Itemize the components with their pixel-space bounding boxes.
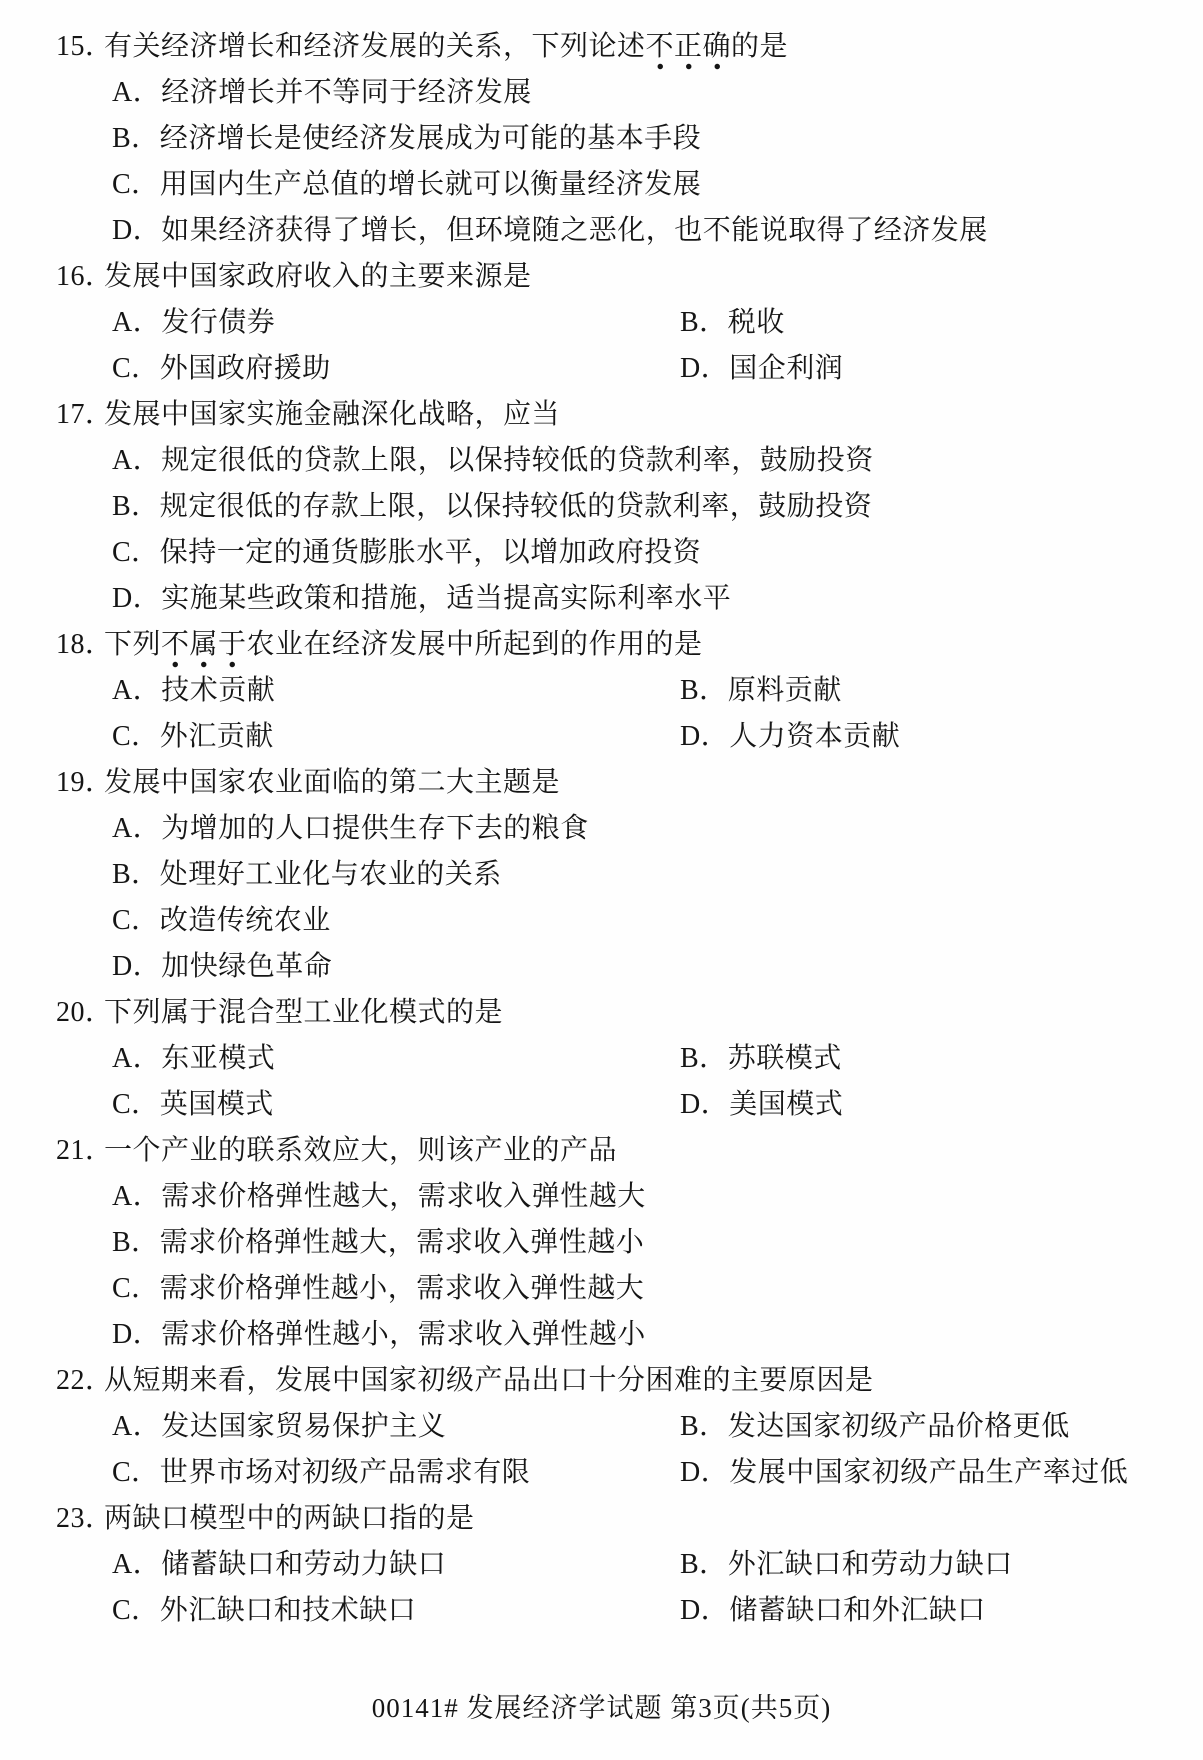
question-number: 18． bbox=[56, 629, 114, 660]
option-16-C bbox=[112, 346, 680, 392]
option-text: 发行债券 bbox=[161, 307, 276, 338]
option-label: C． bbox=[112, 1595, 160, 1626]
emphasized-text: 不正确 bbox=[646, 31, 732, 71]
question-text bbox=[104, 1135, 617, 1166]
stem-text-segment: 下列 bbox=[104, 629, 162, 660]
question-text bbox=[104, 767, 560, 798]
option-label: B． bbox=[112, 123, 160, 154]
option-text: 储蓄缺口和劳动力缺口 bbox=[161, 1549, 447, 1580]
option-text: 需求价格弹性越小，需求收入弹性越小 bbox=[161, 1319, 646, 1350]
option-label: D． bbox=[680, 1089, 730, 1120]
option-label: B． bbox=[112, 491, 160, 522]
option-15-C bbox=[112, 162, 1173, 208]
option-18-C bbox=[112, 714, 680, 760]
option-text: 东亚模式 bbox=[161, 1043, 276, 1074]
option-23-C bbox=[112, 1588, 680, 1634]
option-label: A． bbox=[112, 307, 162, 338]
option-group bbox=[112, 70, 1173, 254]
option-17-C bbox=[112, 530, 1173, 576]
question-21 bbox=[56, 1128, 1173, 1358]
option-19-C bbox=[112, 898, 1173, 944]
option-label: D． bbox=[680, 1595, 730, 1626]
option-text: 人力资本贡献 bbox=[729, 721, 901, 752]
option-label: B． bbox=[112, 1227, 160, 1258]
stem-text-segment: 从短期来看，发展中国家初级产品出口十分困难的主要原因是 bbox=[104, 1365, 874, 1396]
option-text: 税收 bbox=[727, 307, 785, 338]
question-text bbox=[104, 629, 703, 669]
option-text: 储蓄缺口和外汇缺口 bbox=[729, 1595, 986, 1626]
option-text: 用国内生产总值的增长就可以衡量经济发展 bbox=[159, 169, 702, 200]
stem-text-segment: 两缺口模型中的两缺口指的是 bbox=[104, 1503, 475, 1534]
option-label: A． bbox=[112, 675, 162, 706]
option-label: A． bbox=[112, 445, 162, 476]
option-label: D． bbox=[112, 951, 162, 982]
option-text: 美国模式 bbox=[729, 1089, 844, 1120]
option-15-D bbox=[112, 208, 1173, 254]
option-label: C． bbox=[112, 537, 160, 568]
option-19-A bbox=[112, 806, 1173, 852]
option-group bbox=[112, 806, 1173, 990]
question-text bbox=[104, 399, 560, 430]
page-footer bbox=[0, 1692, 1203, 1724]
question-stem bbox=[56, 1128, 1173, 1174]
option-text: 外汇贡献 bbox=[159, 721, 274, 752]
stem-text-segment: 发展中国家政府收入的主要来源是 bbox=[104, 261, 532, 292]
question-22 bbox=[56, 1358, 1173, 1496]
option-label: B． bbox=[680, 307, 728, 338]
option-group bbox=[112, 668, 1173, 760]
option-text: 经济增长是使经济发展成为可能的基本手段 bbox=[159, 123, 702, 154]
option-18-B bbox=[680, 668, 1173, 714]
option-18-A bbox=[112, 668, 680, 714]
option-text: 需求价格弹性越小，需求收入弹性越大 bbox=[159, 1273, 645, 1304]
option-label: B． bbox=[680, 1411, 728, 1442]
question-18 bbox=[56, 622, 1173, 760]
option-23-A bbox=[112, 1542, 680, 1588]
option-label: A． bbox=[112, 813, 162, 844]
question-stem bbox=[56, 990, 1173, 1036]
option-text: 英国模式 bbox=[159, 1089, 274, 1120]
option-text: 发展中国家初级产品生产率过低 bbox=[729, 1457, 1129, 1488]
option-16-B bbox=[680, 300, 1173, 346]
question-16 bbox=[56, 254, 1173, 392]
question-stem bbox=[56, 254, 1173, 300]
question-stem bbox=[56, 1496, 1173, 1542]
option-text: 改造传统农业 bbox=[159, 905, 331, 936]
question-number: 17． bbox=[56, 399, 114, 430]
question-number: 15． bbox=[56, 31, 114, 62]
option-label: D． bbox=[680, 353, 730, 384]
option-text: 国企利润 bbox=[729, 353, 844, 384]
option-15-A bbox=[112, 70, 1173, 116]
question-text bbox=[104, 31, 788, 71]
option-label: C． bbox=[112, 1457, 160, 1488]
option-text: 保持一定的通货膨胀水平，以增加政府投资 bbox=[159, 537, 702, 568]
option-label: D． bbox=[112, 215, 162, 246]
option-text: 苏联模式 bbox=[727, 1043, 842, 1074]
option-text: 技术贡献 bbox=[161, 675, 276, 706]
option-text: 规定很低的贷款上限，以保持较低的贷款利率，鼓励投资 bbox=[161, 445, 874, 476]
option-text: 原料贡献 bbox=[727, 675, 842, 706]
option-text: 加快绿色革命 bbox=[161, 951, 333, 982]
option-label: A． bbox=[112, 1549, 162, 1580]
option-label: C． bbox=[112, 169, 160, 200]
question-17 bbox=[56, 392, 1173, 622]
option-label: C． bbox=[112, 1273, 160, 1304]
question-number: 20． bbox=[56, 997, 114, 1028]
option-17-B bbox=[112, 484, 1173, 530]
option-15-B bbox=[112, 116, 1173, 162]
question-stem bbox=[56, 622, 1173, 668]
option-21-B bbox=[112, 1220, 1173, 1266]
question-23 bbox=[56, 1496, 1173, 1634]
question-number: 21． bbox=[56, 1135, 114, 1166]
option-20-A bbox=[112, 1036, 680, 1082]
option-23-B bbox=[680, 1542, 1173, 1588]
option-label: B． bbox=[680, 675, 728, 706]
question-text bbox=[104, 261, 532, 292]
question-number: 19． bbox=[56, 767, 114, 798]
option-21-C bbox=[112, 1266, 1173, 1312]
option-23-D bbox=[680, 1588, 1173, 1634]
option-22-A bbox=[112, 1404, 680, 1450]
option-label: C． bbox=[112, 721, 160, 752]
question-number: 23． bbox=[56, 1503, 114, 1534]
option-text: 外国政府援助 bbox=[159, 353, 331, 384]
option-text: 世界市场对初级产品需求有限 bbox=[159, 1457, 531, 1488]
question-number: 22． bbox=[56, 1365, 114, 1396]
option-text: 为增加的人口提供生存下去的粮食 bbox=[161, 813, 589, 844]
option-22-C bbox=[112, 1450, 680, 1496]
option-label: A． bbox=[112, 1411, 162, 1442]
stem-text-segment: 发展中国家农业面临的第二大主题是 bbox=[104, 767, 561, 798]
question-stem bbox=[56, 760, 1173, 806]
option-19-D bbox=[112, 944, 1173, 990]
option-group bbox=[112, 300, 1173, 392]
option-label: B． bbox=[680, 1549, 728, 1580]
option-19-B bbox=[112, 852, 1173, 898]
option-text: 经济增长并不等同于经济发展 bbox=[161, 77, 532, 108]
option-label: A． bbox=[112, 1043, 162, 1074]
option-group bbox=[112, 1542, 1173, 1634]
question-stem bbox=[56, 1358, 1173, 1404]
option-label: C． bbox=[112, 905, 160, 936]
option-21-D bbox=[112, 1312, 1173, 1358]
option-label: A． bbox=[112, 1181, 162, 1212]
option-18-D bbox=[680, 714, 1173, 760]
question-number: 16． bbox=[56, 261, 114, 292]
option-label: B． bbox=[680, 1043, 728, 1074]
question-stem bbox=[56, 392, 1173, 438]
option-text: 发达国家初级产品价格更低 bbox=[727, 1411, 1070, 1442]
option-21-A bbox=[112, 1174, 1173, 1220]
option-22-B bbox=[680, 1404, 1173, 1450]
stem-text-segment: 下列属于混合型工业化模式的是 bbox=[104, 997, 504, 1028]
option-text: 处理好工业化与农业的关系 bbox=[159, 859, 502, 890]
question-15 bbox=[56, 24, 1173, 254]
option-group bbox=[112, 438, 1173, 622]
option-20-D bbox=[680, 1082, 1173, 1128]
question-text bbox=[104, 1365, 874, 1396]
question-20 bbox=[56, 990, 1173, 1128]
option-text: 发达国家贸易保护主义 bbox=[161, 1411, 447, 1442]
question-stem bbox=[56, 24, 1173, 70]
option-text: 外汇缺口和技术缺口 bbox=[159, 1595, 417, 1626]
option-label: A． bbox=[112, 77, 162, 108]
option-group bbox=[112, 1404, 1173, 1496]
option-group bbox=[112, 1036, 1173, 1128]
option-label: D． bbox=[112, 1319, 162, 1350]
option-label: D． bbox=[680, 1457, 730, 1488]
option-label: C． bbox=[112, 353, 160, 384]
question-text bbox=[104, 1503, 475, 1534]
option-label: C． bbox=[112, 1089, 160, 1120]
option-text: 实施某些政策和措施，适当提高实际利率水平 bbox=[161, 583, 732, 614]
question-list bbox=[0, 24, 1203, 1634]
stem-text-segment: 有关经济增长和经济发展的关系，下列论述 bbox=[104, 31, 646, 62]
option-22-D bbox=[680, 1450, 1173, 1496]
question-19 bbox=[56, 760, 1173, 990]
option-16-D bbox=[680, 346, 1173, 392]
option-17-A bbox=[112, 438, 1173, 484]
option-text: 如果经济获得了增长，但环境随之恶化，也不能说取得了经济发展 bbox=[161, 215, 988, 246]
option-text: 需求价格弹性越大，需求收入弹性越大 bbox=[161, 1181, 646, 1212]
question-text bbox=[104, 997, 503, 1028]
stem-text-segment: 发展中国家实施金融深化战略，应当 bbox=[104, 399, 561, 430]
option-16-A bbox=[112, 300, 680, 346]
stem-text-segment: 一个产业的联系效应大，则该产业的产品 bbox=[104, 1135, 618, 1166]
option-text: 需求价格弹性越大，需求收入弹性越小 bbox=[159, 1227, 645, 1258]
option-text: 规定很低的存款上限，以保持较低的贷款利率，鼓励投资 bbox=[159, 491, 873, 522]
option-20-B bbox=[680, 1036, 1173, 1082]
emphasized-text: 不属于 bbox=[161, 629, 247, 669]
option-label: D． bbox=[112, 583, 162, 614]
option-label: D． bbox=[680, 721, 730, 752]
option-group bbox=[112, 1174, 1173, 1358]
footer-text: 00141# 发展经济学试题 第3页(共5页) bbox=[371, 1693, 832, 1723]
option-20-C bbox=[112, 1082, 680, 1128]
stem-text-segment: 农业在经济发展中所起到的作用的是 bbox=[246, 629, 703, 660]
stem-text-segment: 的是 bbox=[731, 31, 789, 62]
option-17-D bbox=[112, 576, 1173, 622]
option-label: B． bbox=[112, 859, 160, 890]
option-text: 外汇缺口和劳动力缺口 bbox=[727, 1549, 1013, 1580]
